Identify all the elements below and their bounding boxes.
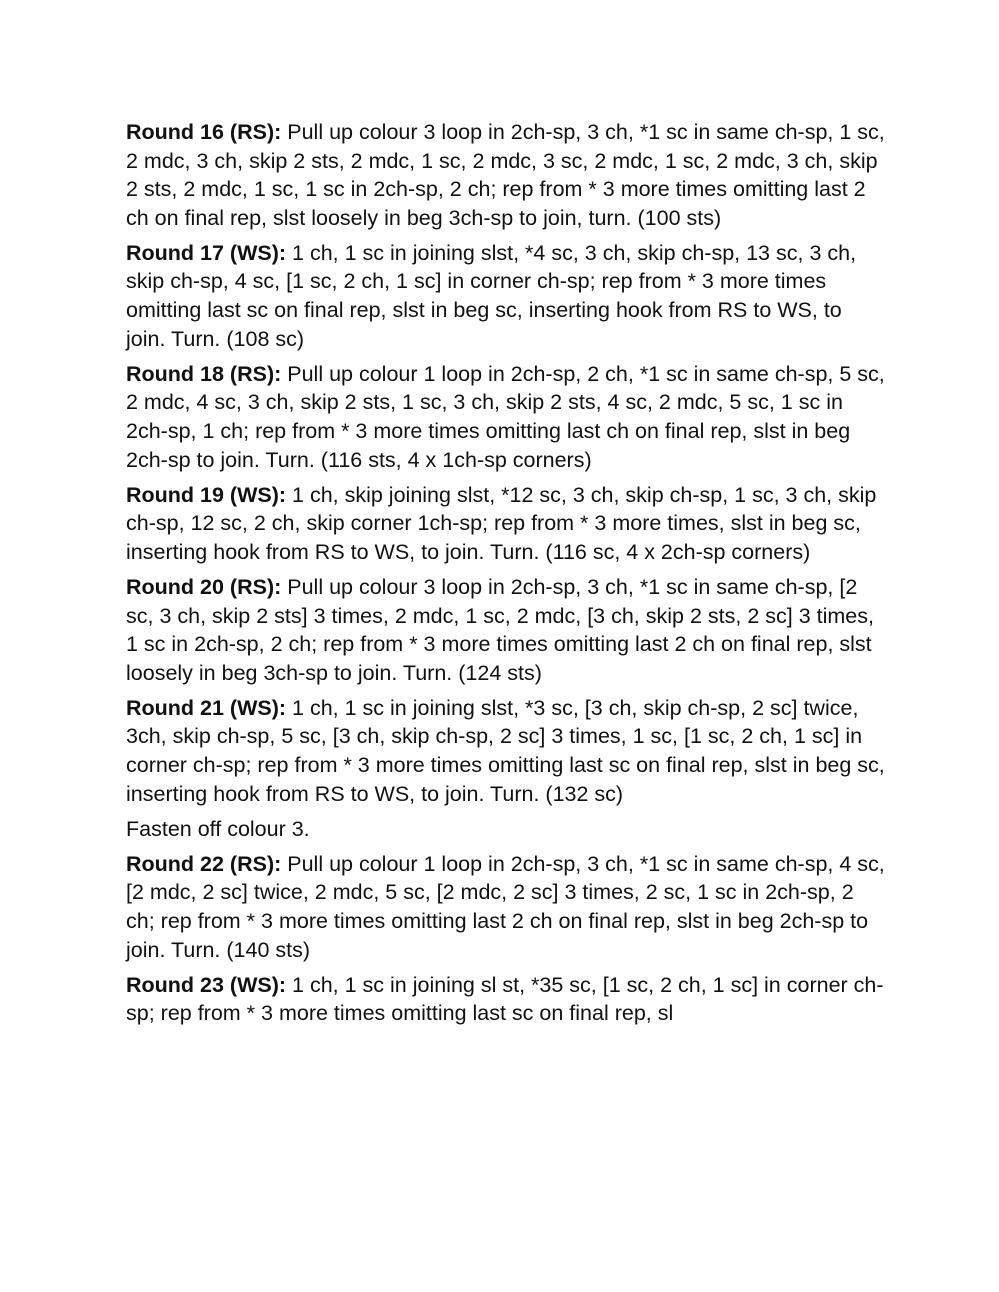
round-instructions: 1 ch, 1 sc in joining sl st, *35 sc, [1 sc, 2 ch, 1 sc] in corner ch-sp; rep from * 3 more times omitting last sc on final rep, sl [126,972,884,1026]
round-label: Round 16 (RS): [126,120,282,144]
round-23-paragraph [126,971,886,1028]
pattern-page [126,118,886,1034]
round-instructions: 1 ch, skip joining slst, *12 sc, 3 ch, skip ch-sp, 1 sc, 3 ch, skip ch-sp, 12 sc, 2 ch, skip corner 1ch-sp; rep from * 3 more times, slst in beg sc, inserting hook from RS to WS, to join. Turn. (116 sc, 4 x 2ch-sp corners) [126,482,877,564]
round-17-paragraph [126,239,886,353]
round-instructions: Pull up colour 1 loop in 2ch-sp, 2 ch, *1 sc in same ch-sp, 5 sc, 2 mdc, 4 sc, 3 ch, skip 2 sts, 1 sc, 3 ch, skip 2 sts, 4 sc, 2 mdc, 5 sc, 1 sc in 2ch-sp, 1 ch; rep from * 3 more times omitting last ch on final rep, slst in beg 2ch-sp to join. Turn. (116 sts, 4 x 1ch-sp corners) [126,361,885,472]
round-19-paragraph [126,481,886,567]
round-label: Round 23 (WS): [126,972,287,997]
round-label: Round 17 (WS): [126,240,287,265]
round-label: Round 18 (RS): [126,361,282,386]
round-instructions: Pull up colour 3 loop in 2ch-sp, 3 ch, *1 sc in same ch-sp, 1 sc, 2 mdc, 3 ch, skip 2 sts, 2 mdc, 1 sc, 2 mdc, 3 sc, 2 mdc, 1 sc, 2 mdc, 3 ch, skip 2 sts, 2 mdc, 1 sc, 1 sc in 2ch-sp, 2 ch; rep from * 3 more times omitting last 2 ch on final rep, slst loosely in beg 3ch-sp to join, turn. (100 sts) [126,120,885,230]
round-22-paragraph [126,850,886,964]
round-label: Round 19 (WS): [126,482,287,507]
note-text: Fasten off colour 3. [126,816,310,841]
round-instructions: Pull up colour 3 loop in 2ch-sp, 3 ch, *1 sc in same ch-sp, [2 sc, 3 ch, skip 2 sts] 3 times, 2 mdc, 1 sc, 2 mdc, [3 ch, skip 2 sts, 2 sc] 3 times, 1 sc in 2ch-sp, 2 ch; rep from * 3 more times omitting last 2 ch on final rep, slst loosely in beg 3ch-sp to join. Turn. (124 sts) [126,574,874,685]
round-18-paragraph [126,360,886,474]
round-label: Round 20 (RS): [126,574,282,599]
round-instructions: 1 ch, 1 sc in joining slst, *3 sc, [3 ch, skip ch-sp, 2 sc] twice, 3ch, skip ch-sp, 5 sc, [3 ch, skip ch-sp, 2 sc] 3 times, 1 sc, [1 sc, 2 ch, 1 sc] in corner ch-sp; rep from * 3 more times omitting last sc on final rep, slst in beg sc, inserting hook from RS to WS, to join. Turn. (132 sc) [126,695,885,806]
round-instructions: Pull up colour 1 loop in 2ch-sp, 3 ch, *1 sc in same ch-sp, 4 sc, [2 mdc, 2 sc] twice, 2 mdc, 5 sc, [2 mdc, 2 sc] 3 times, 2 sc, 1 sc in 2ch-sp, 2 ch; rep from * 3 more times omitting last 2 ch on final rep, slst in beg 2ch-sp to join. Turn. (140 sts) [126,851,885,962]
round-label: Round 22 (RS): [126,851,282,876]
fasten-off-note [126,815,886,844]
round-20-paragraph [126,573,886,687]
round-instructions: 1 ch, 1 sc in joining slst, *4 sc, 3 ch, skip ch-sp, 13 sc, 3 ch, skip ch-sp, 4 sc, [1 sc, 2 ch, 1 sc] in corner ch-sp; rep from * 3 more times omitting last sc on final rep, slst in beg sc, inserting hook from RS to WS, to join. Turn. (108 sc) [126,240,857,351]
round-16-paragraph [126,118,886,232]
round-label: Round 21 (WS): [126,695,287,720]
round-21-paragraph [126,694,886,808]
